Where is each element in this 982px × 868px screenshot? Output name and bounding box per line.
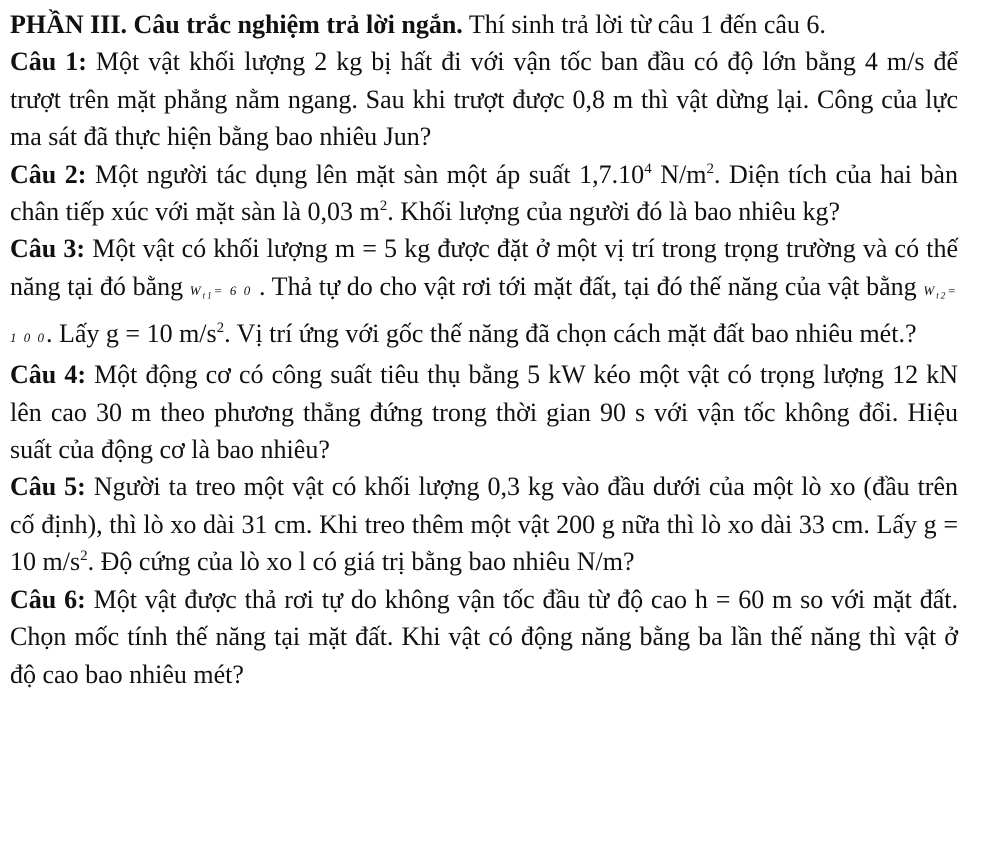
question-text: . Diện tích của hai bàn chân tiếp xúc với mặt sàn là 0,03 m [10, 159, 958, 227]
potential-energy-1-formula: $W_{t1}= 6$ 0 [189, 282, 253, 301]
question-text: Người ta treo một vật có khối lượng 0,3 kg vào đầu dưới của một lò xo (đầu trên cố định), thì lò xo dài 31 cm. Khi treo thêm một vật 200 g nữa thì lò xo dài 33 cm. Lấy g = 10 m/s [10, 472, 958, 577]
section-instruction: Thí sinh trả lời từ câu 1 đến câu 6. [462, 10, 826, 39]
potential-energy-2-formula: $W_{t2}= 1$ 0 0 [10, 282, 958, 345]
question-text: N/m [651, 159, 707, 189]
question-5 [10, 468, 958, 580]
question-label: Câu 4: [10, 360, 86, 390]
question-2 [10, 156, 958, 231]
exponent: 4 [644, 160, 652, 177]
question-3 [10, 230, 958, 356]
question-label: Câu 3: [10, 234, 86, 264]
document-page [10, 6, 958, 693]
question-text: . Vị trí ứng với gốc thế năng đã chọn cách mặt đất bao nhiêu mét.? [224, 318, 917, 348]
exponent: 2 [379, 198, 388, 215]
exponent: 2 [216, 319, 225, 336]
question-label: Câu 6: [10, 584, 86, 614]
exponent: 2 [706, 160, 714, 177]
question-text: Một vật khối lượng 2 kg bị hất đi với vận tốc ban đầu có độ lớn bằng 4 m/s để trượt trên mặt phẳng nằm ngang. Sau khi trượt được 0,8 m thì vật dừng lại. Công của lực ma sát đã thực hiện bằng bao nhiêu Jun? [10, 47, 958, 152]
question-label: Câu 5: [10, 472, 86, 502]
question-label: Câu 2: [10, 159, 87, 189]
question-text: . Thả tự do cho vật rơi tới mặt đất, tại đó thế năng của vật bằng [252, 271, 924, 301]
section-header [10, 6, 958, 43]
question-text: Một vật được thả rơi tự do không vận tốc đầu từ độ cao h = 60 m so với mặt đất. Chọn mốc tính thế năng tại mặt đất. Khi vật có động năng bằng ba lần thế năng thì vật ở độ cao bao nhiêu mét? [10, 584, 958, 689]
question-text: . Lấy g = 10 m/s [46, 318, 217, 348]
question-text: Một động cơ có công suất tiêu thụ bằng 5 kW kéo một vật có trọng lượng 12 kN lên cao 30 m theo phương thẳng đứng trong thời gian 90 s với vận tốc không đổi. Hiệu suất của động cơ là bao nhiêu? [10, 360, 958, 465]
question-6 [10, 581, 958, 693]
exponent: 2 [80, 548, 88, 565]
question-text: Một người tác dụng lên mặt sàn một áp suất 1,7.10 [86, 159, 645, 189]
question-label: Câu 1: [10, 47, 87, 77]
question-text: . Khối lượng của người đó là bao nhiêu kg? [387, 197, 841, 227]
question-text: Một vật có khối lượng m = 5 kg được đặt ở một vị trí trong trọng trường và có thế năng tại đó bằng [10, 234, 958, 301]
question-1 [10, 43, 958, 155]
question-4 [10, 356, 958, 468]
question-text: . Độ cứng của lò xo l có giá trị bằng bao nhiêu N/m? [87, 547, 635, 577]
section-title: PHẦN III. Câu trắc nghiệm trả lời ngắn. [10, 10, 463, 39]
